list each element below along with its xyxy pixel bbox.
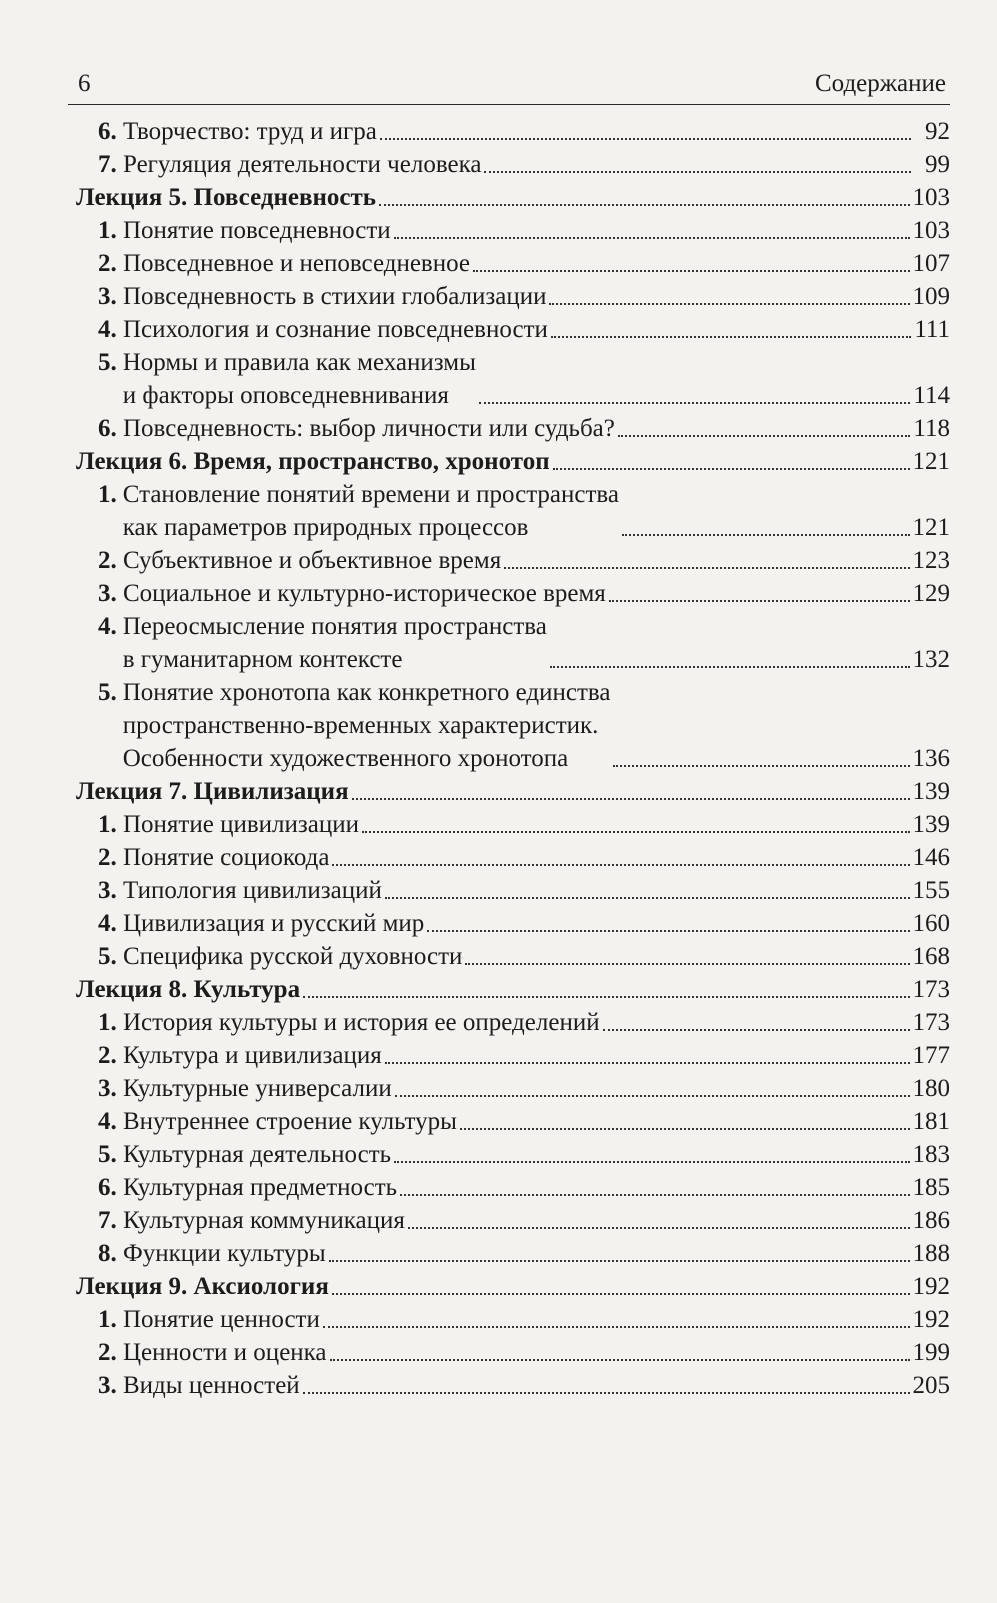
toc-entry-title: Лекция 5. Повседневность — [76, 184, 376, 211]
dot-leader — [394, 237, 910, 239]
toc-entry-number: 5. — [98, 679, 117, 706]
toc-entry-title: Регуляция деятельности человека — [123, 151, 482, 178]
toc-section-entry — [68, 412, 950, 445]
toc-entry-label — [98, 280, 546, 313]
toc-page-number: 118 — [913, 415, 950, 442]
toc-page-number: 180 — [912, 1075, 950, 1102]
toc-entry-label — [98, 610, 547, 676]
toc-page-number: 99 — [925, 151, 950, 178]
toc-entry-title: Культурная коммуникация — [123, 1207, 405, 1234]
toc-page-number: 103 — [912, 184, 950, 211]
dot-leader — [394, 1161, 909, 1163]
toc-lecture-entry — [68, 445, 950, 478]
toc-entry-label — [98, 841, 329, 874]
toc-entry-label — [98, 346, 476, 412]
dot-leader — [385, 1062, 910, 1064]
dot-leader — [479, 402, 911, 404]
toc-entry-label — [98, 808, 359, 841]
toc-entry-label — [98, 1072, 392, 1105]
toc-page-number: 129 — [912, 580, 950, 607]
toc-page-number: 136 — [912, 745, 950, 772]
toc-entry-title: Типология цивилизаций — [123, 877, 382, 904]
toc-entry-number: 1. — [98, 811, 117, 838]
toc-entry-label — [98, 148, 481, 181]
toc-entry-title: Цивилизация и русский мир — [123, 910, 425, 937]
dot-leader — [400, 1194, 909, 1196]
toc-entry-title: Социальное и культурно-историческое время — [123, 580, 606, 607]
toc-entry-label — [98, 412, 615, 445]
toc-entry-number: 7. — [98, 1207, 117, 1234]
toc-lecture-entry — [68, 973, 950, 1006]
toc-section-entry — [68, 247, 950, 280]
toc-entry-label — [98, 907, 424, 940]
toc-page-number: 107 — [912, 250, 950, 277]
toc-page-number: 121 — [912, 514, 950, 541]
toc-section-entry — [68, 577, 950, 610]
toc-page-number: 183 — [912, 1141, 950, 1168]
toc-entry-title-line: Особенности художественного хронотопа — [122, 745, 569, 772]
toc-entry-label — [98, 1105, 457, 1138]
toc-entry-title-line: Переосмысление понятия пространства — [122, 613, 547, 640]
toc-section-entry — [68, 808, 950, 841]
toc-entry-title: Функции культуры — [123, 1240, 326, 1267]
toc-entry-title: Понятие социокода — [123, 844, 330, 871]
dot-leader — [622, 534, 910, 536]
toc-section-entry — [68, 346, 950, 412]
toc-entry-number: 3. — [98, 580, 117, 607]
toc-section-entry — [68, 1138, 950, 1171]
toc-page-number: 199 — [912, 1339, 950, 1366]
dot-leader — [385, 897, 910, 899]
toc-lecture-entry — [68, 181, 950, 214]
toc-page-number: 173 — [912, 1009, 950, 1036]
toc-entry-title: Повседневность: выбор личности или судьба? — [123, 415, 615, 442]
toc-entry-title: Субъективное и объективное время — [123, 547, 502, 574]
toc-entry-label — [76, 775, 349, 808]
dot-leader — [465, 963, 909, 965]
toc-section-entry — [68, 1237, 950, 1270]
toc-entry-label — [98, 214, 391, 247]
toc-entry-number: 1. — [98, 1306, 117, 1333]
table-of-contents — [68, 115, 950, 1402]
toc-entry-number: 3. — [98, 877, 117, 904]
toc-entry-label — [98, 115, 377, 148]
toc-section-entry — [68, 1006, 950, 1039]
toc-entry-label — [98, 313, 548, 346]
toc-entry-number: 4. — [98, 613, 117, 640]
toc-entry-label — [98, 1171, 397, 1204]
dot-leader — [549, 303, 909, 305]
toc-page-number: 160 — [912, 910, 950, 937]
toc-entry-title: Понятие ценности — [123, 1306, 320, 1333]
toc-page-number: 188 — [912, 1240, 950, 1267]
toc-section-entry — [68, 676, 950, 775]
toc-section-entry — [68, 1171, 950, 1204]
dot-leader — [484, 171, 911, 173]
running-head — [68, 70, 950, 105]
toc-entry-number: 5. — [98, 943, 117, 970]
toc-entry-number: 2. — [98, 844, 117, 871]
toc-entry-title: Повседневное и неповседневное — [123, 250, 470, 277]
toc-entry-title: Специфика русской духовности — [123, 943, 463, 970]
toc-section-entry — [68, 148, 950, 181]
toc-entry-title-line: в гуманитарном контексте — [122, 646, 403, 673]
toc-section-entry — [68, 478, 950, 544]
toc-entry-number: 8. — [98, 1240, 117, 1267]
toc-entry-label — [98, 1303, 320, 1336]
dot-leader — [362, 831, 910, 833]
toc-page-number: 139 — [912, 778, 950, 805]
dot-leader — [303, 996, 909, 998]
toc-entry-title: Творчество: труд и игра — [123, 118, 377, 145]
toc-entry-title: Культурная деятельность — [123, 1141, 392, 1168]
toc-entry-label — [98, 1369, 300, 1402]
toc-entry-title-line: и факторы оповседневнивания — [122, 382, 449, 409]
toc-entry-number: 3. — [98, 283, 117, 310]
dot-leader — [395, 1095, 910, 1097]
toc-entry-label — [98, 1336, 327, 1369]
toc-entry-number: 4. — [98, 910, 117, 937]
toc-entry-title-line: как параметров природных процессов — [122, 514, 529, 541]
dot-leader — [553, 468, 910, 470]
toc-entry-number: 1. — [98, 217, 117, 244]
toc-page-number: 155 — [912, 877, 950, 904]
dot-leader — [613, 765, 909, 767]
toc-section-entry — [68, 610, 950, 676]
dot-leader — [303, 1392, 910, 1394]
toc-entry-number: 5. — [98, 349, 117, 376]
toc-entry-number: 1. — [98, 1009, 117, 1036]
toc-section-entry — [68, 313, 950, 346]
dot-leader — [379, 204, 910, 206]
toc-page-number: 185 — [912, 1174, 950, 1201]
toc-entry-number: 6. — [98, 415, 117, 442]
toc-section-entry — [68, 1105, 950, 1138]
toc-entry-title-line: Становление понятий времени и пространства — [122, 481, 619, 508]
toc-entry-number: 3. — [98, 1075, 117, 1102]
dot-leader — [332, 1293, 910, 1295]
toc-entry-title: Психология и сознание повседневности — [123, 316, 548, 343]
toc-entry-title: Культурная предметность — [123, 1174, 398, 1201]
dot-leader — [332, 864, 909, 866]
toc-page-number: 181 — [912, 1108, 950, 1135]
toc-entry-title: Культура и цивилизация — [123, 1042, 382, 1069]
toc-page-number: 92 — [925, 118, 950, 145]
toc-section-entry — [68, 1072, 950, 1105]
toc-entry-title: Понятие повседневности — [123, 217, 391, 244]
toc-entry-number: 3. — [98, 1372, 117, 1399]
toc-entry-title: Внутреннее строение культуры — [123, 1108, 457, 1135]
toc-section-entry — [68, 841, 950, 874]
toc-entry-label — [98, 544, 501, 577]
book-page — [68, 70, 950, 1402]
toc-section-entry — [68, 214, 950, 247]
toc-entry-label — [98, 478, 619, 544]
toc-lecture-entry — [68, 1270, 950, 1303]
dot-leader — [323, 1326, 910, 1328]
toc-entry-number: 4. — [98, 1108, 117, 1135]
toc-entry-label — [98, 1006, 600, 1039]
toc-entry-number: 2. — [98, 547, 117, 574]
toc-entry-label — [98, 874, 382, 907]
toc-section-entry — [68, 1303, 950, 1336]
page-number: 6 — [78, 70, 91, 97]
dot-leader — [330, 1359, 910, 1361]
toc-page-number: 146 — [912, 844, 950, 871]
toc-entry-title-line: пространственно-временных характеристик. — [122, 712, 599, 739]
toc-section-entry — [68, 280, 950, 313]
dot-leader — [460, 1128, 910, 1130]
toc-section-entry — [68, 940, 950, 973]
toc-page-number: 177 — [912, 1042, 950, 1069]
toc-entry-number: 5. — [98, 1141, 117, 1168]
dot-leader — [408, 1227, 910, 1229]
dot-leader — [550, 666, 910, 668]
toc-entry-title-line: Понятие хронотопа как конкретного единства — [122, 679, 611, 706]
toc-section-entry — [68, 115, 950, 148]
dot-leader — [609, 600, 910, 602]
dot-leader — [473, 270, 910, 272]
dot-leader — [551, 336, 911, 338]
toc-entry-number: 6. — [98, 1174, 117, 1201]
dot-leader — [618, 435, 911, 437]
toc-entry-label — [98, 1204, 405, 1237]
toc-section-entry — [68, 544, 950, 577]
toc-entry-number: 4. — [98, 316, 117, 343]
toc-entry-title: Виды ценностей — [123, 1372, 300, 1399]
toc-entry-label — [98, 577, 606, 610]
toc-page-number: 192 — [912, 1306, 950, 1333]
toc-page-number: 111 — [914, 316, 950, 343]
dot-leader — [603, 1029, 910, 1031]
toc-page-number: 121 — [912, 448, 950, 475]
toc-section-entry — [68, 1204, 950, 1237]
toc-section-entry — [68, 1369, 950, 1402]
toc-page-number: 139 — [912, 811, 950, 838]
toc-entry-title: Лекция 6. Время, пространство, хронотоп — [76, 448, 550, 475]
toc-entry-title: История культуры и история ее определений — [123, 1009, 600, 1036]
toc-entry-number: 6. — [98, 118, 117, 145]
toc-entry-label — [98, 1039, 382, 1072]
toc-entry-label — [98, 247, 470, 280]
toc-entry-label — [76, 973, 300, 1006]
toc-section-entry — [68, 1039, 950, 1072]
toc-entry-title: Повседневность в стихии глобализации — [123, 283, 547, 310]
toc-entry-title: Лекция 7. Цивилизация — [76, 778, 349, 805]
toc-page-number: 123 — [912, 547, 950, 574]
toc-entry-number: 2. — [98, 1042, 117, 1069]
toc-page-number: 205 — [912, 1372, 950, 1399]
toc-entry-number: 2. — [98, 250, 117, 277]
dot-leader — [352, 798, 910, 800]
toc-entry-label — [98, 1237, 326, 1270]
dot-leader — [504, 567, 909, 569]
dot-leader — [329, 1260, 910, 1262]
toc-lecture-entry — [68, 775, 950, 808]
toc-entry-label — [98, 1138, 391, 1171]
toc-entry-title: Понятие цивилизации — [123, 811, 359, 838]
toc-entry-label — [98, 676, 610, 775]
toc-entry-label — [76, 1270, 329, 1303]
toc-page-number: 186 — [912, 1207, 950, 1234]
toc-entry-label — [76, 445, 550, 478]
toc-page-number: 168 — [912, 943, 950, 970]
dot-leader — [380, 138, 911, 140]
toc-entry-number: 7. — [98, 151, 117, 178]
toc-entry-number: 2. — [98, 1339, 117, 1366]
section-title: Содержание — [815, 70, 946, 97]
toc-section-entry — [68, 1336, 950, 1369]
toc-section-entry — [68, 874, 950, 907]
toc-entry-title: Ценности и оценка — [123, 1339, 327, 1366]
toc-page-number: 132 — [912, 646, 950, 673]
toc-page-number: 173 — [912, 976, 950, 1003]
toc-entry-title: Культурные универсалии — [123, 1075, 392, 1102]
dot-leader — [427, 930, 909, 932]
toc-entry-label — [76, 181, 376, 214]
toc-section-entry — [68, 907, 950, 940]
toc-entry-title-line: Нормы и правила как механизмы — [122, 349, 476, 376]
toc-entry-label — [98, 940, 462, 973]
toc-entry-number: 1. — [98, 481, 117, 508]
toc-page-number: 103 — [912, 217, 950, 244]
toc-page-number: 114 — [913, 382, 950, 409]
toc-entry-title: Лекция 9. Аксиология — [76, 1273, 329, 1300]
toc-page-number: 109 — [912, 283, 950, 310]
toc-page-number: 192 — [912, 1273, 950, 1300]
toc-entry-title: Лекция 8. Культура — [76, 976, 301, 1003]
